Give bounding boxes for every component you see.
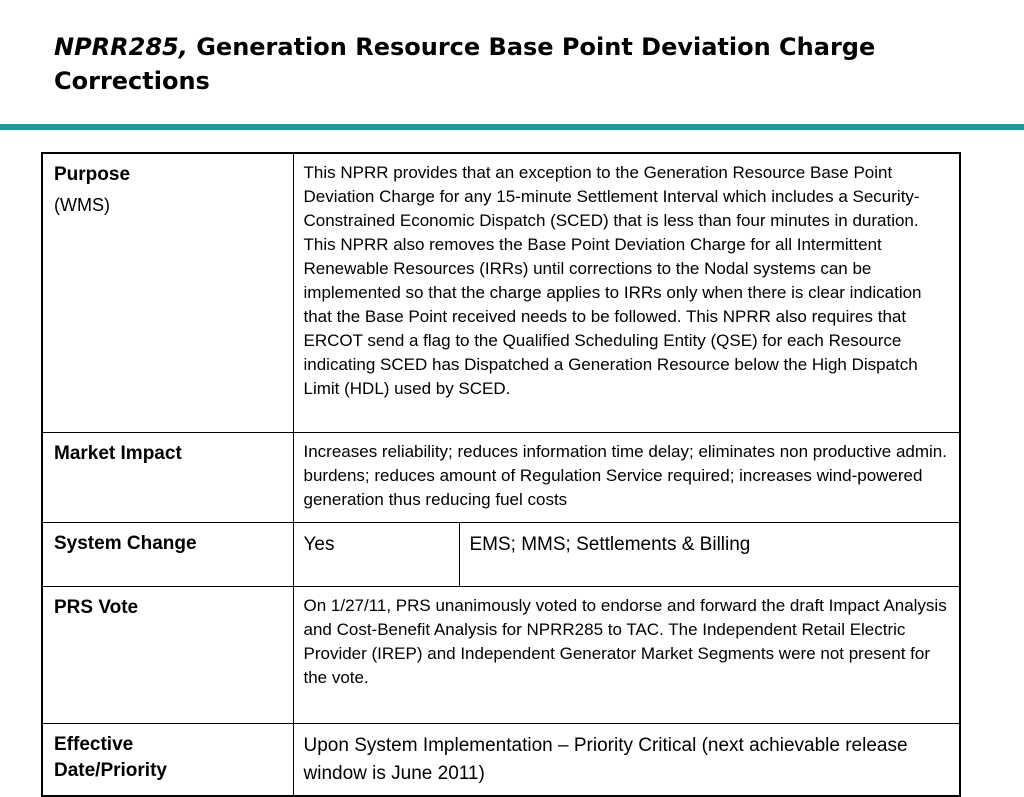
purpose-text: This NPRR provides that an exception to the Generation Resource Base Point Deviation Charge for any 15-minute Settlement Interval which includes a Security-Constrained Economic Dispatch (SCED) that is less than four minutes in duration. This NPRR also removes the Base Point Deviation Charge for all Intermittent Renewable Resources (IRRs) until corrections to the Nodal systems can be implemented so that the charge applies to IRRs only when there is clear indication that the Base Point received needs to be followed. This NPRR also requires that ERCOT send a flag to the Qualified Scheduling Entity (QSE) for each Resource indicating SCED has Dispatched a Generation Resource below the High Dispatch Limit (HDL) used by SCED. [293,153,960,433]
prs-vote-text: On 1/27/11, PRS unanimously voted to endorse and forward the draft Impact Analysis and Cost-Benefit Analysis for NPRR285 to TAC. The Independent Retail Electric Provider (IREP) and Independent Generator Market Segments were not present for the vote. [293,587,960,724]
system-change-systems: EMS; MMS; Settlements & Billing [459,523,960,587]
effective-label-line2: Date/Priority [54,760,167,781]
purpose-label: Purpose [54,164,131,185]
effective-label-cell [42,724,293,797]
title-main: Generation Resource Base Point Deviation Charge Corrections [54,33,876,95]
summary-table [41,152,961,797]
purpose-label-cell [42,153,293,433]
effective-label-line1: Effective [54,734,134,755]
market-impact-text: Increases reliability; reduces information time delay; eliminates non productive admin. burdens; reduces amount of Regulation Service required; increases wind-powered generation thus reducing fuel costs [293,433,960,523]
slide-title [54,30,1014,98]
title-divider [0,124,1024,130]
system-change-value: Yes [293,523,459,587]
row-prs-vote [42,587,960,724]
title-prefix: NPRR285, [54,33,188,61]
row-purpose [42,153,960,433]
market-impact-label: Market Impact [42,433,293,523]
system-change-label: System Change [42,523,293,587]
purpose-sublabel: (WMS) [54,195,110,215]
effective-text: Upon System Implementation – Priority Critical (next achievable release window is June 2011) [293,724,960,797]
row-effective [42,724,960,797]
prs-vote-label: PRS Vote [42,587,293,724]
row-market-impact [42,433,960,523]
row-system-change [42,523,960,587]
